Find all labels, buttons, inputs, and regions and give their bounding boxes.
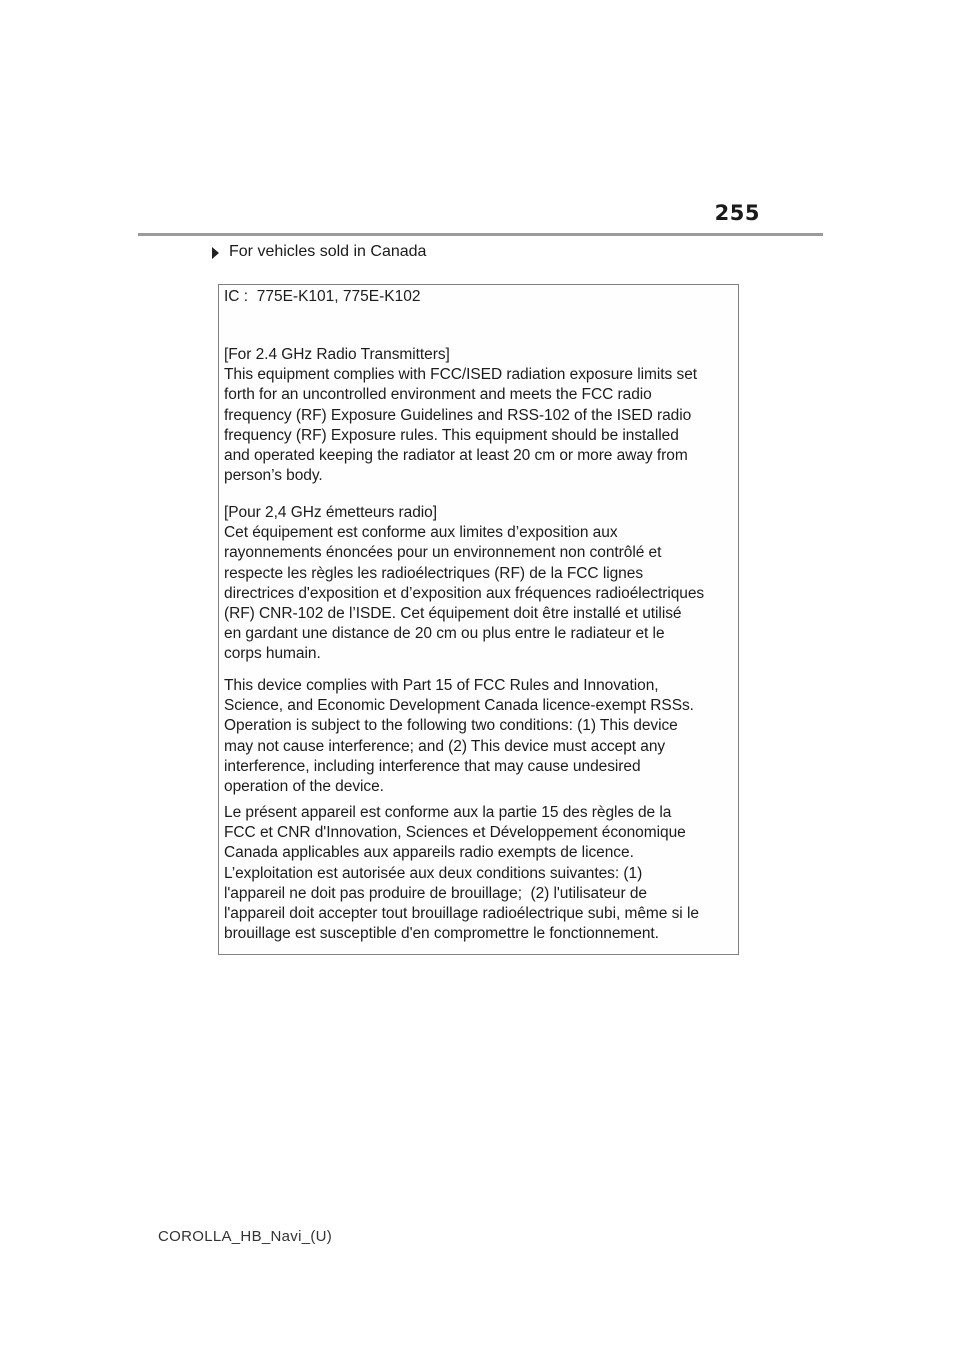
english-rf-exposure-paragraph [224, 345, 740, 486]
paragraph-line: directrices d'exposition et d’exposition aux fréquences radioélectriques [224, 584, 705, 602]
section-heading-text: For vehicles sold in Canada [229, 243, 427, 260]
paragraph-line: FCC et CNR d'Innovation, Sciences et Développement économique [224, 824, 686, 842]
paragraph-line: [Pour 2,4 GHz émetteurs radio] [224, 504, 438, 521]
paragraph-line: frequency (RF) Exposure Guidelines and RSS-102 of the ISED radio [224, 406, 692, 424]
page-number: 255 [714, 201, 760, 225]
header-rule [138, 233, 823, 236]
paragraph-line: brouillage est susceptible d'en compromettre le fonctionnement. [224, 925, 659, 943]
paragraph-line: Le présent appareil est conforme aux la partie 15 des règles de la [224, 804, 672, 821]
french-rf-exposure-paragraph [224, 503, 740, 665]
paragraph-line: (RF) CNR-102 de l’ISDE. Cet équipement doit être installé et utilisé [224, 605, 682, 623]
ic-certification-line: IC : 775E-K101, 775E-K102 [224, 288, 421, 305]
paragraph-line: may not cause interference; and (2) This device must accept any [224, 737, 666, 755]
paragraph-line: Science, and Economic Development Canada licence-exempt RSSs. [224, 697, 694, 715]
paragraph-line: frequency (RF) Exposure rules. This equipment should be installed [224, 426, 679, 444]
paragraph-line: Cet équipement est conforme aux limites d’exposition aux [224, 524, 618, 542]
english-part15-paragraph [224, 676, 740, 797]
section-heading [212, 243, 426, 261]
paragraph-line: respecte les règles les radioélectriques (RF) de la FCC lignes [224, 564, 644, 582]
paragraph-line: operation of the device. [224, 778, 384, 796]
document-footer-code: COROLLA_HB_Navi_(U) [158, 1228, 333, 1245]
paragraph-line: l'appareil ne doit pas produire de brouillage; (2) l'utilisateur de [224, 884, 647, 902]
paragraph-line: interference, including interference that may cause undesired [224, 757, 641, 775]
paragraph-line: corps humain. [224, 645, 321, 663]
paragraph-line: L’exploitation est autorisée aux deux conditions suivantes: (1) [224, 864, 643, 882]
certification-box [218, 284, 739, 955]
paragraph-line: person’s body. [224, 467, 323, 485]
paragraph-line: l'appareil doit accepter tout brouillage radioélectrique subi, même si le [224, 905, 699, 923]
triangle-right-icon [212, 247, 219, 259]
paragraph-line: [For 2.4 GHz Radio Transmitters] [224, 346, 450, 363]
french-part15-paragraph [224, 803, 740, 944]
paragraph-line: This device complies with Part 15 of FCC Rules and Innovation, [224, 677, 659, 694]
paragraph-line: Operation is subject to the following two conditions: (1) This device [224, 717, 678, 735]
paragraph-line: en gardant une distance de 20 cm ou plus entre le radiateur et le [224, 625, 665, 643]
paragraph-line: forth for an uncontrolled environment and meets the FCC radio [224, 386, 652, 404]
paragraph-line: This equipment complies with FCC/ISED radiation exposure limits set [224, 366, 698, 384]
paragraph-line: Canada applicables aux appareils radio exempts de licence. [224, 844, 634, 862]
paragraph-line: and operated keeping the radiator at least 20 cm or more away from [224, 447, 688, 465]
paragraph-line: rayonnements énoncées pour un environnement non contrôlé et [224, 544, 662, 562]
